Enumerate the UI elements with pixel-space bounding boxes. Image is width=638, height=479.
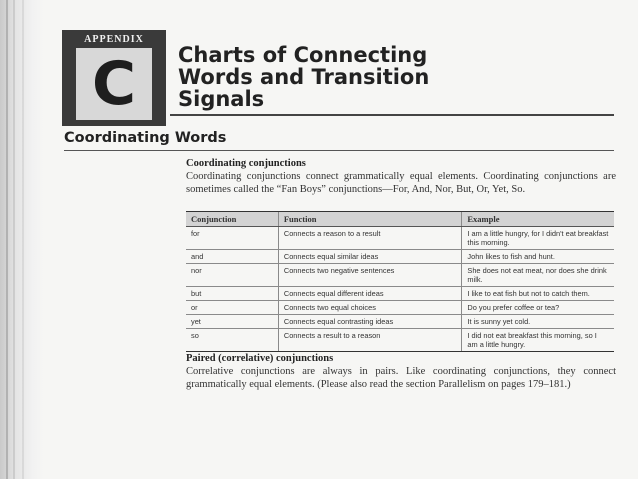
table-row [186,301,614,315]
conjunction-cell: but [186,287,278,301]
example-cell: I did not eat breakfast this morning, so I am a little hungry. [462,329,614,352]
paired-subhead: Paired (correlative) conjunctions [186,353,334,364]
section-rule [64,150,614,151]
spine-edge-line [6,0,8,479]
appendix-letter: C [76,48,152,120]
page-title-line: Charts of Connecting [178,43,428,67]
coordinating-paragraph: Coordinating conjunctions connect grammatically equal elements. Coordinating conjunctions are sometimes called the “Fan Boys” conjunctions—For, And, Nor, But, Or, Yet, So. [186,171,616,195]
table-row [186,315,614,329]
example-cell: John likes to fish and hunt. [462,250,614,264]
table-row [186,329,614,352]
section-heading: Coordinating Words [64,130,227,146]
function-cell: Connects two equal choices [278,301,462,315]
table-row [186,227,614,250]
conjunction-cell: nor [186,264,278,287]
page-title-line: Words and Transition [178,65,430,89]
conjunction-cell: and [186,250,278,264]
page-title-line: Signals [178,87,265,111]
title-rule [170,114,614,116]
example-cell: I like to eat fish but not to catch them. [462,287,614,301]
column-header: Conjunction [186,212,278,227]
conjunction-cell: or [186,301,278,315]
appendix-label: APPENDIX [84,34,144,45]
function-cell: Connects equal contrasting ideas [278,315,462,329]
example-cell: It is sunny yet cold. [462,315,614,329]
function-cell: Connects equal different ideas [278,287,462,301]
table-row [186,250,614,264]
appendix-tab [62,30,166,126]
paired-paragraph: Correlative conjunctions are always in pairs. Like coordinating conjunctions, they connect grammatically equal elements. (Please also read the section Parallelism on pages 179–181.) [186,366,616,390]
book-spine-shadow [0,0,44,479]
conjunction-cell: yet [186,315,278,329]
table-row [186,287,614,301]
function-cell: Connects a reason to a result [278,227,462,250]
spine-edge-line [13,0,15,479]
page-title [178,44,608,110]
example-cell: She does not eat meat, nor does she drink milk. [462,264,614,287]
column-header: Function [278,212,462,227]
table-row [186,264,614,287]
spine-edge-line [22,0,24,479]
function-cell: Connects a result to a reason [278,329,462,352]
conjunction-cell: so [186,329,278,352]
coordinating-subhead: Coordinating conjunctions [186,158,306,169]
column-header: Example [462,212,614,227]
conjunction-table [186,211,614,352]
table-header-row [186,212,614,227]
example-cell: I am a little hungry, for I didn't eat breakfast this morning. [462,227,614,250]
conjunction-cell: for [186,227,278,250]
function-cell: Connects two negative sentences [278,264,462,287]
function-cell: Connects equal similar ideas [278,250,462,264]
example-cell: Do you prefer coffee or tea? [462,301,614,315]
